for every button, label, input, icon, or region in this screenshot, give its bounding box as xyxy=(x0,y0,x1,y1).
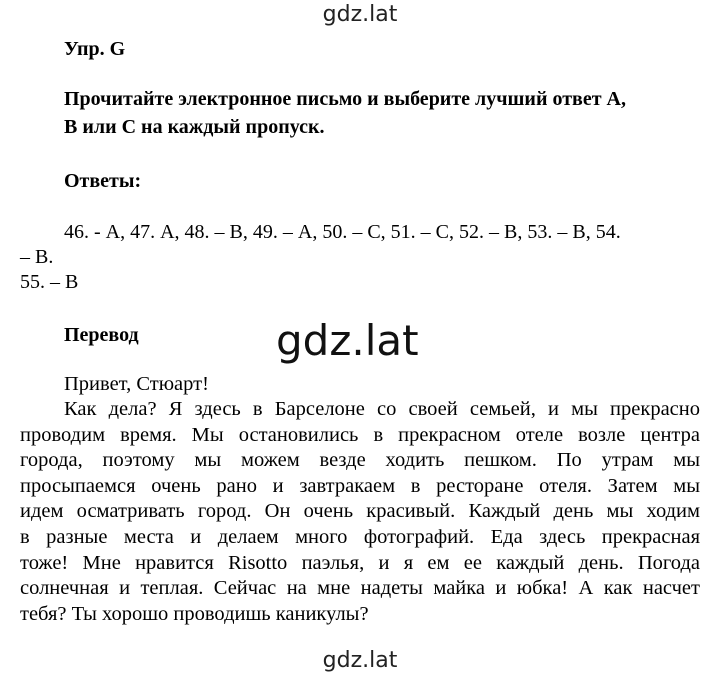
letter-greeting: Привет, Стюарт! xyxy=(64,373,209,395)
answers-line-2: – В. xyxy=(20,246,54,268)
watermark-top: gdz.lat xyxy=(322,2,398,27)
letter-line: города, поэтому мы можем везде ходить пешком. По утрам мы xyxy=(20,449,700,472)
instruction-line-2: В или С на каждый пропуск. xyxy=(64,116,325,138)
watermark-middle: gdz.lat xyxy=(276,316,419,365)
letter-line: тоже! Мне нравится Risotto паэлья, и я ем ее каждый день. Погода xyxy=(20,551,700,574)
letter-body xyxy=(20,397,700,627)
letter-line: проводим время. Мы остановились в прекрасном отеле возле центра xyxy=(20,423,700,446)
letter-line: идем осматривать город. Он очень красивый. Каждый день мы ходим xyxy=(20,500,700,523)
letter-line: Как дела? Я здесь в Барселоне со своей семьей, и мы прекрасно xyxy=(64,398,700,420)
letter-line: тебя? Ты хорошо проводишь каникулы? xyxy=(20,602,369,625)
watermark-bottom: gdz.lat xyxy=(322,648,398,673)
answers-heading: Ответы: xyxy=(64,170,142,192)
letter-line: просыпаемся очень рано и завтракаем в ресторане отеля. Затем мы xyxy=(20,474,700,497)
answers-line-1: 46. - А, 47. А, 48. – В, 49. – А, 50. – С, 51. – С, 52. – В, 53. – В, 54. xyxy=(64,221,621,243)
instruction-line-1: Прочитайте электронное письмо и выберите лучший ответ А, xyxy=(64,88,626,110)
translation-heading: Перевод xyxy=(64,324,139,346)
answers-line-3: 55. – В xyxy=(20,271,79,293)
letter-line: солнечная и теплая. Сейчас на мне надеты майка и юбка! А как насчет xyxy=(20,577,700,600)
letter-line: в разные места и делаем много фотографий. Еда здесь прекрасная xyxy=(20,525,700,548)
exercise-heading: Упр. G xyxy=(64,38,126,60)
